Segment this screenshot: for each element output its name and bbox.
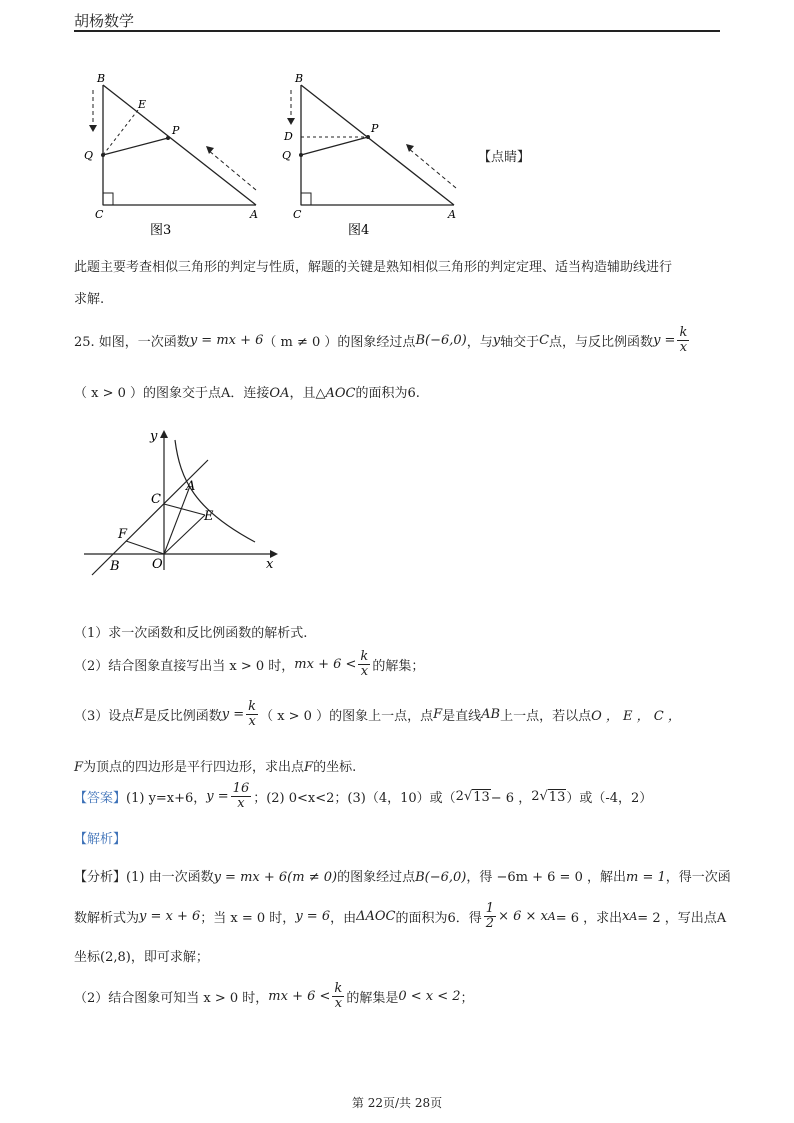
fig3-label-Q: Q xyxy=(84,149,94,162)
answer-line: 【答案】 (1) y=x+6， y = $\frac{16}{x}$ ；(2) 0<x<2；(3)（4，10）或（ 2 √ 13 − 6 ， 2 √ 13 ）或（-4，2） xyxy=(74,781,653,811)
page-footer: 第 22页/共 28页 xyxy=(351,1096,443,1110)
fig4-label-A: A xyxy=(448,208,456,221)
q25-pointB: B(−6,0) xyxy=(415,333,467,348)
fig4-caption: 图4 xyxy=(348,223,370,238)
answer-tag: 【答案】 xyxy=(74,791,127,806)
fig3-label-B: B xyxy=(97,72,106,85)
graph-label-x: x xyxy=(266,557,274,572)
part-3-line-2: F为顶点的四边形是平行四边形，求出点F的坐标. xyxy=(74,760,357,775)
graph-label-E: E xyxy=(204,509,214,524)
analysis-line-1: 【分析】(1) 由一次函数y = mx + 6(m ≠ 0)的图象经过点B(−6,0)，得 −6m + 6 = 0 ，解出m = 1，得一次函 xyxy=(74,870,731,885)
q25-C: C xyxy=(539,333,550,348)
fig3-caption: 图3 xyxy=(150,223,172,238)
fig4-label-Q: Q xyxy=(282,149,292,162)
q25-fraction: $\frac{k}{x}$ xyxy=(679,325,688,355)
dianjing-tag: 【点睛】 xyxy=(478,150,531,165)
part-1: （1）求一次函数和反比例函数的解析式. xyxy=(74,626,308,641)
fig3-label-C: C xyxy=(95,208,104,221)
q25-y-axis: y xyxy=(492,333,501,348)
graph-label-C: C xyxy=(151,492,161,507)
analysis-line-2: 数解析式为 y = x + 6 ；当 x = 0 时， y = 6 ，由 ΔAOC 的面积为6．得 $\frac{1}{2}$ × 6 × x A = 6 ，求出 x A = 2 ，写出点A xyxy=(74,901,727,931)
analysis-tag: 【解析】 xyxy=(74,832,127,847)
graph-label-y: y xyxy=(150,429,158,444)
q25-line-2: （ x > 0 ）的图象交于点A．连接OA，且△AOC的面积为6. xyxy=(74,386,420,401)
q25-func1: y = mx + 6 xyxy=(189,333,264,348)
graph-label-B: B xyxy=(110,559,120,574)
figure-3 xyxy=(78,70,278,240)
fig4-label-D: D xyxy=(284,130,293,143)
q25-mid1: ，与 xyxy=(466,335,493,350)
fig4-label-C: C xyxy=(293,208,302,221)
q25-mid3: 点，与反比例函数 xyxy=(549,335,654,350)
remark-line-2: 求解. xyxy=(74,292,105,307)
q25-cond1: （ m ≠ 0 ）的图象经过点 xyxy=(263,335,416,350)
analysis-line-4: （2）结合图象可知当 x > 0 时， mx + 6 < $\frac{k}{x}$ 的解集是 0 < x < 2 ； xyxy=(74,981,474,1011)
fig3-label-E: E xyxy=(138,98,147,111)
fig3-label-A: A xyxy=(250,208,258,221)
figure-4 xyxy=(276,70,476,240)
fig3-label-P: P xyxy=(172,124,180,137)
q25-y-eq: y = xyxy=(653,333,676,348)
q25-intro: 25. 如图，一次函数 xyxy=(74,335,190,350)
q25-graph xyxy=(80,420,280,580)
q25-mid2: 轴交于 xyxy=(500,335,540,350)
graph-label-A: A xyxy=(186,479,196,494)
part-3-line-1: （3）设点 E 是反比例函数 y = $\frac{k}{x}$ （ x > 0 ）的图象上一点，点 F 是直线 AB 上一点，若以点 O ， E ， C ， xyxy=(74,699,681,729)
fig4-label-P: P xyxy=(371,122,379,135)
q25-line-1 xyxy=(74,326,691,355)
header-title: 胡杨数学 xyxy=(74,12,135,30)
remark-line-1: 此题主要考查相似三角形的判定与性质，解题的关键是熟知相似三角形的判定定理、适当构造辅助线进行 xyxy=(74,260,673,275)
graph-label-O: O xyxy=(152,557,163,572)
graph-label-F: F xyxy=(118,527,128,542)
analysis-line-3: 坐标(2,8)，即可求解； xyxy=(74,950,209,965)
fig4-label-B: B xyxy=(295,72,304,85)
part-2: （2）结合图象直接写出当 x > 0 时， mx + 6 < $\frac{k}{x}$ 的解集； xyxy=(74,649,425,679)
header-rule xyxy=(74,30,720,32)
